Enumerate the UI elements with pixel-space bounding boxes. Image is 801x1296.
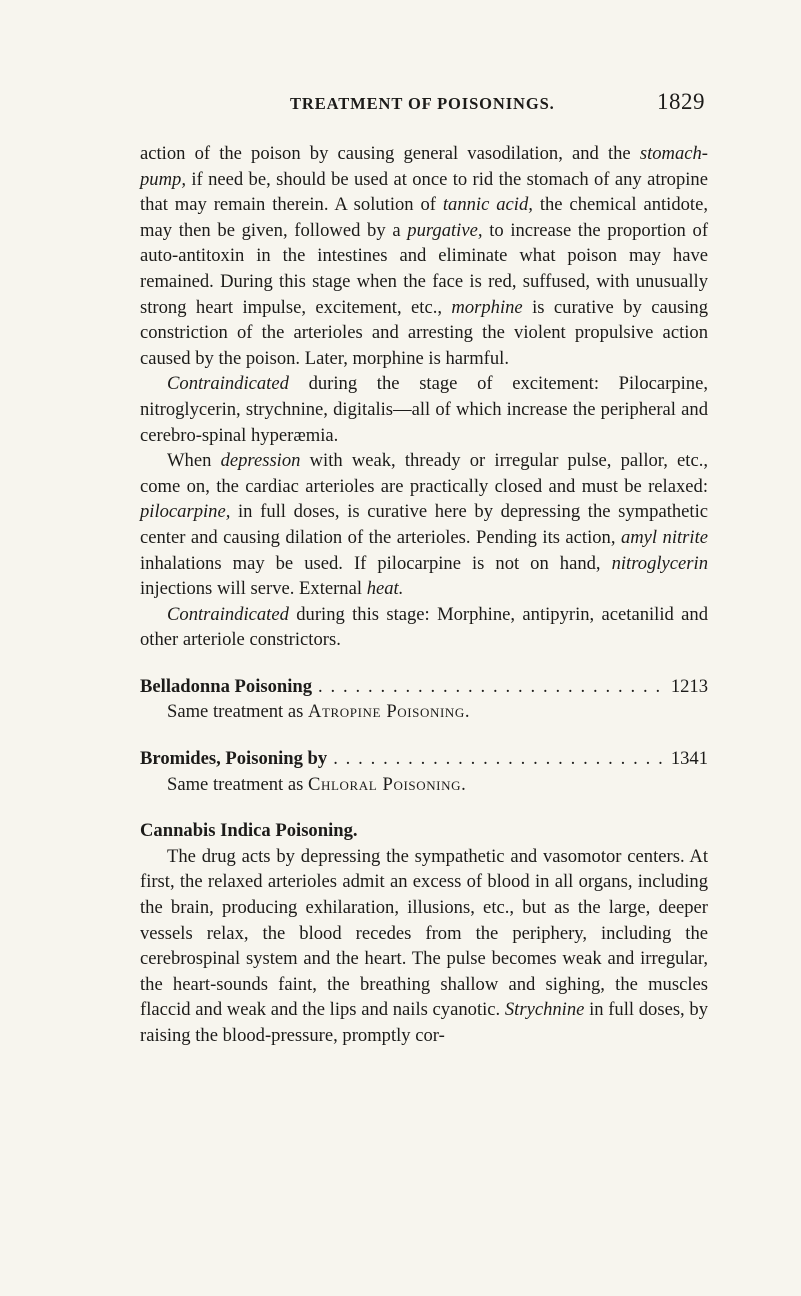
emphasis-tannic-acid: tannic acid,: [442, 194, 533, 216]
entry-belladonna: [140, 674, 708, 725]
cross-reference: Chloral Poisoning.: [307, 773, 467, 795]
emphasis-amyl-nitrite: amyl nitrite: [620, 526, 708, 548]
dot-leader: [318, 674, 667, 700]
entry-bromides: [140, 746, 708, 797]
emphasis-contraindicated: Contraindicated: [167, 373, 289, 395]
emphasis-strychnine: Strychnine: [504, 999, 585, 1021]
cross-reference: Atropine Poisoning.: [307, 701, 471, 723]
body-text: [140, 141, 708, 1049]
entry-note: Same treatment as Chloral Poisoning.: [167, 773, 467, 795]
entry-title: Belladonna Poisoning: [140, 675, 313, 697]
page-number: 1829: [657, 89, 705, 114]
paragraph-atropine-treatment-continued: action of the poison by causing general vasodilation, and the stomach-pump, if need be, should be used at once to rid the stomach of any atropine that may remain therein. A solution of tannic acid, the chemical antidote, may then be given, followed by a purgative, to increase the proportion of auto-antitoxin in the intestines and eliminate what poison may have remained. During this stage when the face is red, suffused, with unusually strong heart impulse, excitement, etc., morphine is curative by causing constriction of the arterioles and arresting the violent propulsive action caused by the poison. Later, morphine is harmful.: [140, 143, 709, 369]
emphasis-stomach-pump: stomach-pump,: [140, 143, 708, 190]
entry-page-ref: 1341: [670, 748, 708, 770]
entry-page-ref: 1213: [670, 675, 708, 697]
emphasis-pilocarpine: pilocarpine,: [140, 501, 231, 523]
paragraph-contraindicated-excitement: Contraindicated during the stage of excitement: Pilocarpine, nitroglycerin, strychnine, digitalis—all of which increase the peripheral and cerebro-spinal hyperæmia.: [140, 373, 708, 446]
paragraph-contraindicated-depression: Contraindicated during this stage: Morphine, antipyrin, acetanilid and other arteriole constrictors.: [140, 603, 708, 651]
emphasis-contraindicated: Contraindicated: [167, 603, 289, 625]
page-header: [0, 89, 801, 122]
entry-title: Cannabis Indica Poisoning.: [140, 820, 358, 842]
emphasis-nitroglycerin: nitroglycerin: [611, 552, 708, 574]
emphasis-morphine: morphine: [451, 296, 523, 318]
emphasis-heat: heat.: [366, 578, 404, 600]
entry-title: Bromides, Poisoning by: [140, 748, 328, 770]
entry-body: The drug acts by depressing the sympathetic and vasomotor centers. At first, the relaxed arterioles admit an excess of blood in all organs, including the brain, producing exhilaration, illusions, etc., but as the large, deeper vessels relax, the blood recedes from the periphery, including the cerebrospinal system and the heart. The pulse becomes weak and irregular, the heart-sounds faint, the breathing shallow and sighing, the muscles flaccid and weak and the lips and nails cyanotic. Strychnine in full doses, by raising the blood-pressure, promptly cor-: [140, 845, 708, 1046]
dot-leader: [333, 746, 667, 772]
paragraph-depression-stage: When depression with weak, thready or irregular pulse, pallor, etc., come on, the cardiac arterioles are practically closed and must be relaxed: pilocarpine, in full doses, is curative here by depressing the sympathetic center and causing dilation of the arterioles. Pending its action, amyl nitrite inhalations may be used. If pilocarpine is not on hand, nitroglycerin injections will serve. External heat.: [140, 450, 709, 600]
entry-cannabis: [140, 818, 708, 1048]
emphasis-depression: depression: [220, 450, 301, 472]
entry-note: Same treatment as Atropine Poisoning.: [167, 701, 471, 723]
running-head: TREATMENT OF POISONINGS.: [290, 94, 555, 113]
emphasis-purgative: purgative,: [407, 219, 483, 241]
